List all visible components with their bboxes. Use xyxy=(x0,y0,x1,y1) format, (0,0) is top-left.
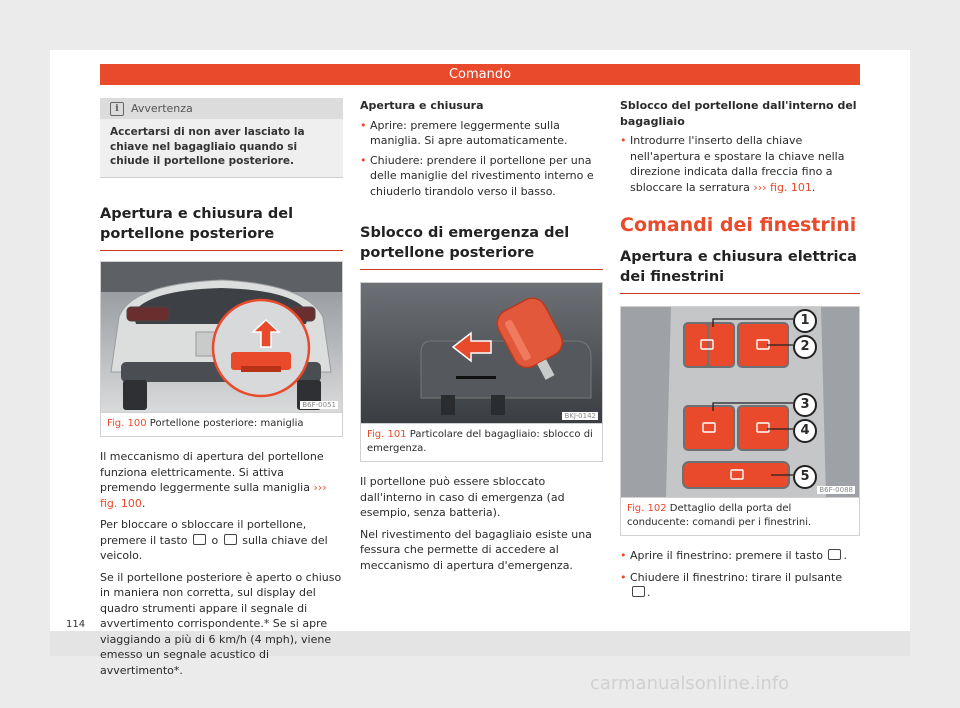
figure-code: B6F-0088 xyxy=(819,486,853,494)
figure-image-emergency-release xyxy=(361,283,602,423)
paragraph-text: Il meccanismo di apertura del portellone funziona elettricamente. Si attiva premendo leggermente sulla maniglia xyxy=(100,450,324,494)
figure-code: B6F-0051 xyxy=(302,400,336,409)
watermark: carmanualsonline.info xyxy=(590,673,790,694)
figure-caption xyxy=(101,412,342,437)
figure-caption xyxy=(361,423,602,461)
paragraph: Il portellone può essere sbloccato dall'interno in caso di emergenza (ad esempio, senza batteria). xyxy=(360,475,565,519)
figure-100 xyxy=(100,261,343,438)
callout-3: 3 xyxy=(793,393,817,417)
bullet-item: • Chiudere: prendere il portellone per una delle maniglie del rivestimento interno e chiuderlo tirandolo verso il basso. xyxy=(360,153,603,200)
callout-4: 4 xyxy=(793,419,817,443)
bullet-text: Introdurre l'inserto della chiave nell'apertura e spostare la chiave nella direzione indicata dalla freccia fino a sbloccare la serratura xyxy=(630,134,845,194)
figure-102 xyxy=(620,306,860,536)
figure-caption-text: Portellone posteriore: maniglia xyxy=(149,417,304,429)
warning-text: Accertarsi di non aver lasciato la chiave nel bagagliaio quando si chiude il portellone posteriore. xyxy=(100,119,343,177)
callout-1: 1 xyxy=(793,309,817,333)
warning-box xyxy=(100,98,343,178)
window-switch-icon xyxy=(632,586,645,597)
callout-5: 5 xyxy=(793,465,817,489)
paragraph-text: sulla chiave del veicolo. xyxy=(100,533,328,562)
subheading: Apertura e chiusura xyxy=(360,99,484,112)
chapter-heading: Comandi dei finestrini xyxy=(620,214,857,236)
figure-code: BKJ-0142 xyxy=(564,412,596,420)
subheading: Sblocco del portellone dall'interno del bagagliaio xyxy=(620,99,857,128)
figure-reference-link[interactable]: ››› fig. 101 xyxy=(753,180,812,194)
paragraph-text: o xyxy=(211,533,219,547)
window-switch-icon xyxy=(828,549,841,560)
page-number: 114 xyxy=(66,619,86,630)
section-heading: Apertura e chiusura del portellone posteriore xyxy=(100,204,343,251)
tailgate-key-icon xyxy=(224,534,237,545)
figure-101 xyxy=(360,282,603,462)
column-1 xyxy=(100,98,343,678)
figure-label: Fig. 100 xyxy=(107,417,147,429)
figure-label: Fig. 102 xyxy=(627,503,667,514)
bullet-item: • Aprire il finestrino: premere il tasto . xyxy=(620,548,860,564)
figure-image-tailgate xyxy=(101,262,342,412)
warning-header xyxy=(100,98,343,119)
figure-reference-link[interactable]: ››› fig. 100 xyxy=(100,481,327,510)
bullet-item: • Introdurre l'inserto della chiave nell'apertura e spostare la chiave nella direzione indicata dalla freccia fino a sbloccare la serratura ››› fig. 101. xyxy=(620,133,860,195)
column-3 xyxy=(620,98,860,601)
bullet-item: • Aprire: premere leggermente sulla maniglia. Si apre automaticamente. xyxy=(360,118,603,149)
paragraph: Se il portellone posteriore è aperto o chiuso in maniera non corretta, sul display del quadro strumenti appare il segnale di avvertimento corrispondente.* Se si apre viaggiando a più di 6 km/h (4 mph), viene emesso un segnale acustico di avvertimento*. xyxy=(100,570,342,677)
callout-2: 2 xyxy=(793,335,817,359)
warning-title: Avvertenza xyxy=(131,102,193,115)
section-heading: Apertura e chiusura elettrica dei finestrini xyxy=(620,247,860,294)
section-heading: Sblocco di emergenza del portellone posteriore xyxy=(360,223,603,270)
chapter-banner: Comando xyxy=(100,64,860,85)
bullet-item: • Chiudere il finestrino: tirare il pulsante . xyxy=(620,570,860,601)
paragraph xyxy=(100,517,343,564)
info-icon: i xyxy=(110,102,124,116)
column-2 xyxy=(360,98,603,573)
figure-caption-text: Particolare del bagagliaio: sblocco di emergenza. xyxy=(367,429,593,454)
bullet-text: Chiudere il finestrino: tirare il pulsante xyxy=(630,570,843,584)
figure-image-window-controls xyxy=(621,307,859,497)
bullet-text: Aprire il finestrino: premere il tasto xyxy=(630,549,823,562)
figure-label: Fig. 101 xyxy=(367,429,407,440)
paragraph: Il meccanismo di apertura del portellone funziona elettricamente. Si attiva premendo leggermente sulla maniglia ››› fig. 100. xyxy=(100,450,327,510)
paragraph: Nel rivestimento del bagagliaio esiste una fessura che permette di accedere al meccanismo di apertura d'emergenza. xyxy=(360,527,592,572)
paragraph-text: Per bloccare o sbloccare il portellone, premere il tasto xyxy=(100,518,307,547)
figure-caption xyxy=(621,497,859,535)
lock-key-icon xyxy=(193,534,206,545)
figure-caption-text: Dettaglio della porta del conducente: comandi per i finestrini. xyxy=(627,503,812,528)
